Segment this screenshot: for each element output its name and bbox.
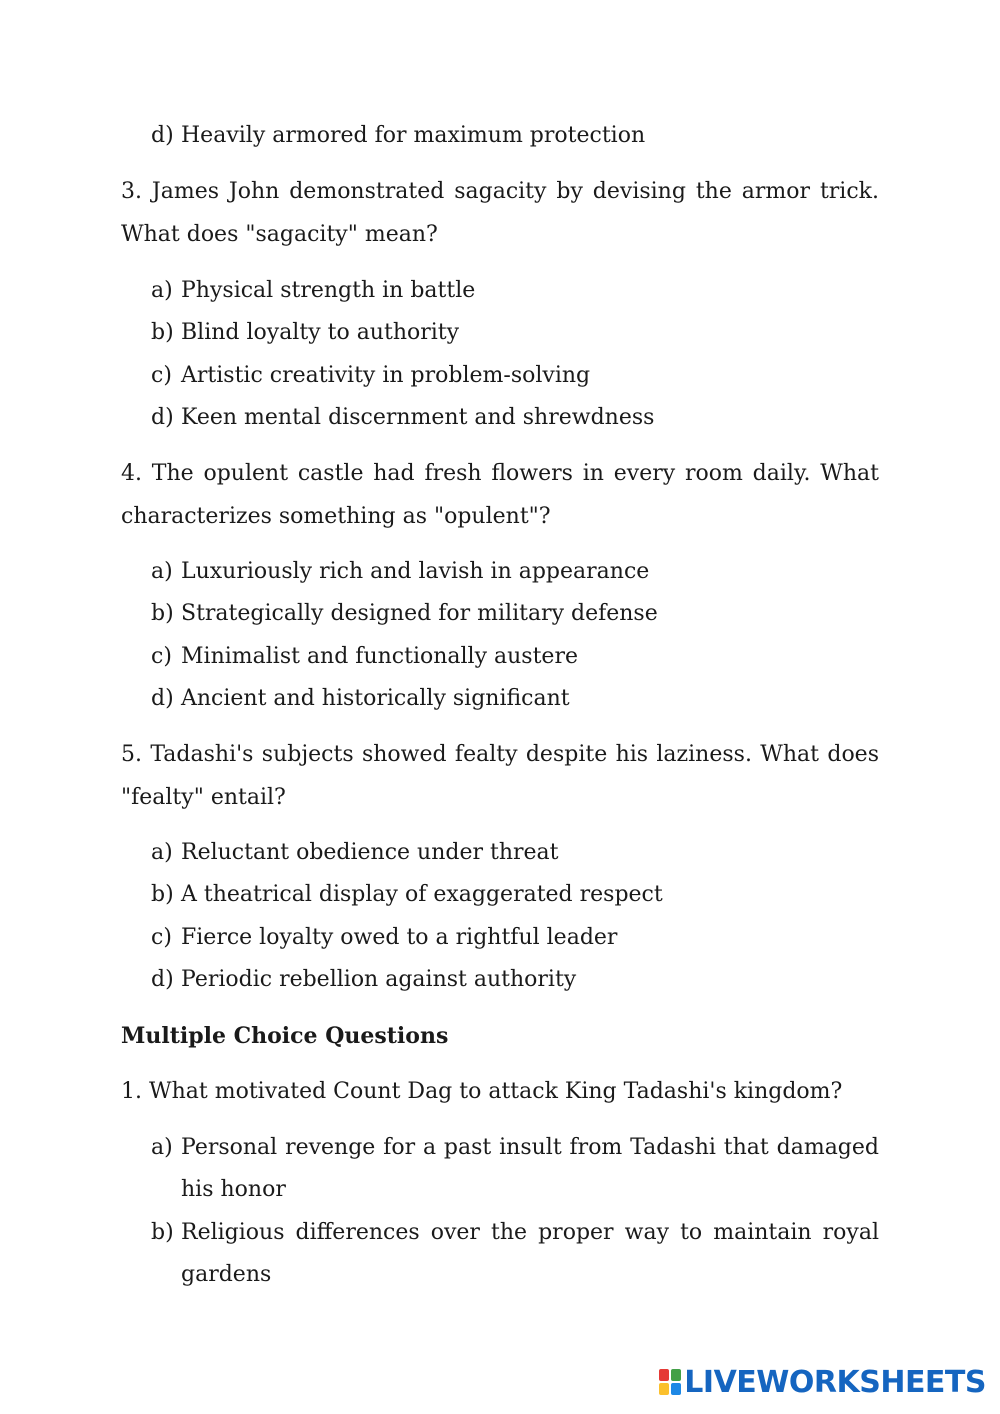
option-letter: d) [151, 967, 174, 992]
logo-tile [671, 1383, 681, 1395]
option-letter: a) [151, 840, 173, 865]
option-text-line-1: Religious differences over the proper way to maintain royal [181, 1220, 879, 1245]
logo-text: LIVEWORKSHEETS [684, 1364, 986, 1400]
option-text: Minimalist and functionally austere [181, 644, 578, 669]
option-text: Strategically designed for military defense [181, 601, 658, 626]
option-text-line-2: gardens [181, 1262, 272, 1287]
option-letter: b) [151, 601, 174, 626]
option-text: Blind loyalty to authority [181, 320, 460, 345]
option-letter: b) [151, 320, 174, 345]
logo-tile [659, 1383, 669, 1395]
option-text: A theatrical display of exaggerated respect [181, 882, 663, 907]
section-heading: Multiple Choice Questions [121, 1023, 449, 1049]
question-3-line-2: What does "sagacity" mean? [121, 222, 438, 247]
option-letter: c) [151, 644, 172, 669]
question-4-line-1: 4. The opulent castle had fresh flowers in every room daily. What [121, 461, 879, 486]
liveworksheets-mark-icon [659, 1369, 681, 1395]
option-text: Artistic creativity in problem-solving [181, 363, 591, 388]
option-text-line-1: Personal revenge for a past insult from Tadashi that damaged [181, 1135, 879, 1160]
question-4-line-2: characterizes something as "opulent"? [121, 504, 551, 529]
option-text: Ancient and historically significant [181, 686, 570, 711]
option-text: Fierce loyalty owed to a rightful leader [181, 925, 618, 950]
option-letter: d) [151, 123, 174, 148]
option-letter: c) [151, 925, 172, 950]
option-text: Reluctant obedience under threat [181, 840, 559, 865]
question-3-line-1: 3. James John demonstrated sagacity by devising the armor trick. [121, 179, 879, 204]
question-5-line-2: "fealty" entail? [121, 785, 286, 810]
option-letter: d) [151, 405, 174, 430]
option-letter: d) [151, 686, 174, 711]
option-letter: a) [151, 559, 173, 584]
option-text: Heavily armored for maximum protection [181, 123, 646, 148]
option-letter: a) [151, 1135, 173, 1160]
logo-tile [671, 1369, 681, 1381]
option-letter: a) [151, 278, 173, 303]
option-text-line-2: his honor [181, 1177, 286, 1202]
question-5-line-1: 5. Tadashi's subjects showed fealty despite his laziness. What does [121, 742, 879, 767]
mcq-question-1: 1. What motivated Count Dag to attack King Tadashi's kingdom? [121, 1079, 843, 1104]
logo-tile [659, 1369, 669, 1381]
option-text: Keen mental discernment and shrewdness [181, 405, 655, 430]
liveworksheets-logo[interactable] [659, 1364, 986, 1400]
option-letter: b) [151, 1220, 174, 1245]
option-letter: c) [151, 363, 172, 388]
option-text: Physical strength in battle [181, 278, 476, 303]
option-text: Luxuriously rich and lavish in appearance [181, 559, 650, 584]
option-letter: b) [151, 882, 174, 907]
option-text: Periodic rebellion against authority [181, 967, 577, 992]
